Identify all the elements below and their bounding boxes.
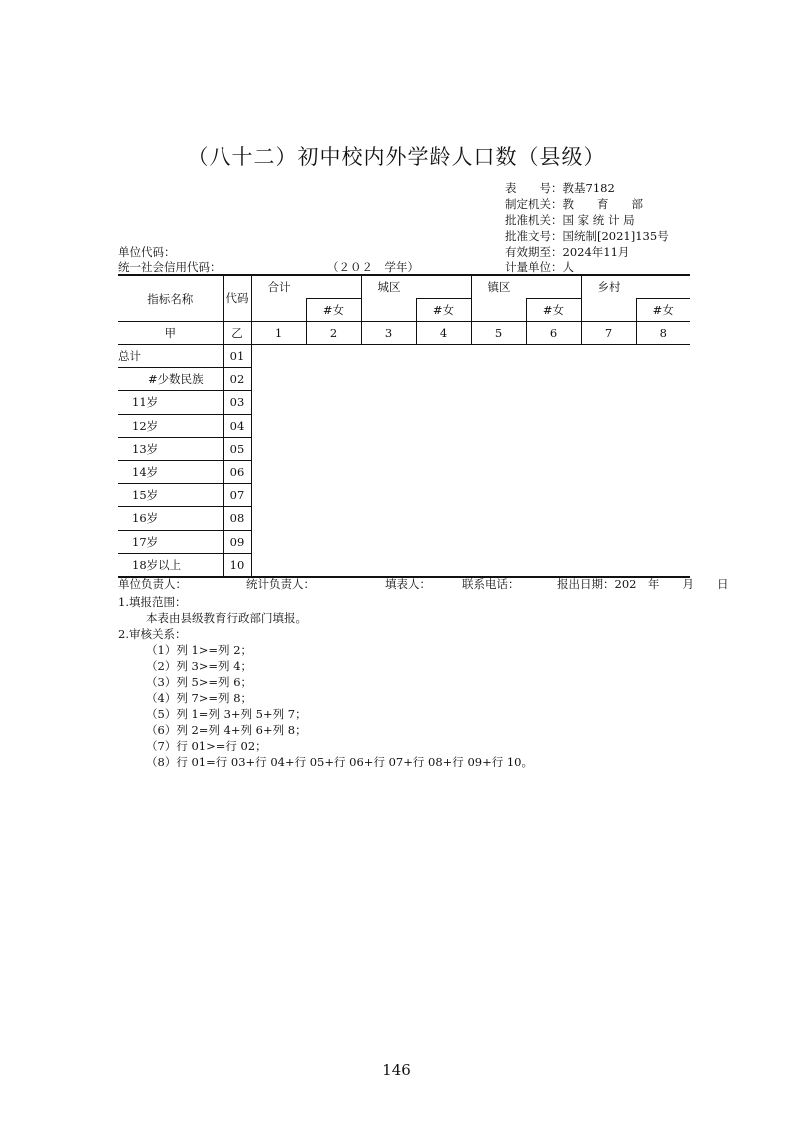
data-cell[interactable]	[361, 530, 416, 553]
index-cell: 甲	[118, 322, 223, 345]
table-row	[118, 345, 690, 368]
data-cell[interactable]	[251, 368, 306, 391]
data-cell[interactable]	[416, 414, 471, 437]
data-cell[interactable]	[471, 345, 526, 368]
data-cell[interactable]	[306, 553, 361, 577]
table-row	[118, 553, 690, 577]
data-table	[118, 274, 690, 578]
valid-until: 有效期至：2024年11月	[505, 245, 630, 259]
check-item: （1）列 1>=列 2；	[146, 643, 253, 657]
data-cell[interactable]	[526, 414, 581, 437]
row-name: 11岁	[118, 391, 223, 414]
measure-unit: 计量单位：人	[505, 260, 574, 274]
data-cell[interactable]	[471, 484, 526, 507]
data-cell[interactable]	[306, 530, 361, 553]
header-total: 合计	[251, 275, 361, 299]
check-title: 2.审核关系：	[118, 627, 187, 641]
row-code: 04	[223, 414, 251, 437]
data-cell[interactable]	[471, 368, 526, 391]
credit-code-label: 统一社会信用代码：	[118, 260, 222, 274]
data-cell[interactable]	[636, 391, 690, 414]
row-code: 05	[223, 437, 251, 460]
row-code: 06	[223, 460, 251, 483]
check-item: （5）列 1=列 3+列 5+列 7；	[146, 707, 307, 721]
check-item: （3）列 5>=列 6；	[146, 675, 253, 689]
data-cell[interactable]	[636, 484, 690, 507]
index-cell: 8	[636, 322, 690, 345]
data-cell[interactable]	[251, 553, 306, 577]
row-code: 09	[223, 530, 251, 553]
data-cell[interactable]	[416, 484, 471, 507]
data-cell[interactable]	[361, 553, 416, 577]
table-row	[118, 414, 690, 437]
data-cell[interactable]	[471, 460, 526, 483]
school-year: （２０２ 学年）	[327, 260, 419, 274]
row-name: 12岁	[118, 414, 223, 437]
data-cell[interactable]	[526, 391, 581, 414]
data-cell[interactable]	[636, 530, 690, 553]
index-cell: 3	[361, 322, 416, 345]
check-item: （2）列 3>=列 4；	[146, 659, 253, 673]
unit-code-label: 单位代码：	[118, 245, 176, 259]
row-name: 总计	[118, 345, 223, 368]
check-item: （4）列 7>=列 8；	[146, 691, 253, 705]
header-name: 指标名称	[118, 275, 223, 322]
data-cell[interactable]	[526, 507, 581, 530]
row-name: 17岁	[118, 530, 223, 553]
data-cell[interactable]	[361, 460, 416, 483]
page-number: 146	[382, 1061, 411, 1079]
header-town: 镇区	[471, 275, 581, 299]
data-cell[interactable]	[306, 484, 361, 507]
data-cell[interactable]	[306, 414, 361, 437]
data-cell[interactable]	[251, 507, 306, 530]
row-name: 15岁	[118, 484, 223, 507]
page-title: （八十二）初中校内外学龄人口数（县级）	[187, 145, 606, 169]
data-cell[interactable]	[251, 437, 306, 460]
header-female-3: #女	[526, 299, 581, 322]
table-row	[118, 507, 690, 530]
index-cell: 5	[471, 322, 526, 345]
index-cell: 4	[416, 322, 471, 345]
data-cell[interactable]	[251, 391, 306, 414]
check-item: （6）列 2=列 4+列 6+列 8；	[146, 723, 307, 737]
table-row	[118, 484, 690, 507]
header-rural: 乡村	[581, 275, 690, 299]
scope-title: 1.填报范围：	[118, 595, 187, 609]
data-cell[interactable]	[636, 507, 690, 530]
data-cell[interactable]	[581, 437, 636, 460]
data-cell[interactable]	[361, 507, 416, 530]
data-cell[interactable]	[251, 460, 306, 483]
header-urban: 城区	[361, 275, 471, 299]
data-cell[interactable]	[581, 368, 636, 391]
data-cell[interactable]	[581, 530, 636, 553]
data-cell[interactable]	[306, 460, 361, 483]
data-cell[interactable]	[581, 391, 636, 414]
data-cell[interactable]	[526, 345, 581, 368]
unit-head-label: 单位负责人：	[118, 577, 187, 591]
check-item: （7）行 01>=行 02；	[146, 739, 267, 753]
table-row	[118, 460, 690, 483]
data-cell[interactable]	[306, 391, 361, 414]
data-cell[interactable]	[526, 553, 581, 577]
row-name: 18岁以上	[118, 553, 223, 577]
data-cell[interactable]	[581, 484, 636, 507]
data-cell[interactable]	[471, 414, 526, 437]
data-cell[interactable]	[306, 368, 361, 391]
table-number: 表 号：教基7182	[505, 181, 615, 195]
data-cell[interactable]	[581, 553, 636, 577]
check-item: （8）行 01=行 03+行 04+行 05+行 06+行 07+行 08+行 09+行 10。	[146, 755, 534, 769]
data-cell[interactable]	[416, 460, 471, 483]
data-cell[interactable]	[471, 437, 526, 460]
header-code: 代码	[223, 275, 251, 322]
data-cell[interactable]	[526, 484, 581, 507]
table-row	[118, 437, 690, 460]
data-cell[interactable]	[416, 530, 471, 553]
index-cell: 7	[581, 322, 636, 345]
data-cell[interactable]	[416, 368, 471, 391]
authority: 制定机关：教 育 部	[505, 197, 643, 211]
data-cell[interactable]	[361, 368, 416, 391]
data-cell[interactable]	[581, 345, 636, 368]
row-code: 08	[223, 507, 251, 530]
index-cell: 乙	[223, 322, 251, 345]
row-code: 01	[223, 345, 251, 368]
row-code: 03	[223, 391, 251, 414]
row-name: 14岁	[118, 460, 223, 483]
data-cell[interactable]	[416, 391, 471, 414]
header-female-4: #女	[636, 299, 690, 322]
data-cell[interactable]	[251, 530, 306, 553]
data-cell[interactable]	[306, 507, 361, 530]
data-cell[interactable]	[361, 414, 416, 437]
row-code: 02	[223, 368, 251, 391]
phone-label: 联系电话：	[462, 577, 520, 591]
data-cell[interactable]	[471, 391, 526, 414]
data-cell[interactable]	[416, 553, 471, 577]
data-cell[interactable]	[636, 460, 690, 483]
data-cell[interactable]	[636, 414, 690, 437]
data-cell[interactable]	[416, 507, 471, 530]
data-cell[interactable]	[306, 345, 361, 368]
data-cell[interactable]	[581, 460, 636, 483]
data-cell[interactable]	[526, 437, 581, 460]
data-cell[interactable]	[361, 484, 416, 507]
index-cell: 2	[306, 322, 361, 345]
approval-org: 批准机关：国 家 统 计 局	[505, 213, 635, 227]
header-female-1: #女	[306, 299, 361, 322]
data-cell[interactable]	[636, 553, 690, 577]
data-cell[interactable]	[471, 530, 526, 553]
data-cell[interactable]	[416, 437, 471, 460]
data-cell[interactable]	[306, 437, 361, 460]
index-cell: 6	[526, 322, 581, 345]
data-cell[interactable]	[636, 437, 690, 460]
report-date-label: 报出日期：202 年 月 日	[557, 577, 729, 591]
approval-number: 批准文号：国统制[2021]135号	[505, 229, 669, 243]
table-row	[118, 391, 690, 414]
data-cell[interactable]	[251, 345, 306, 368]
row-name: 16岁	[118, 507, 223, 530]
data-cell[interactable]	[361, 345, 416, 368]
stats-head-label: 统计负责人：	[246, 577, 315, 591]
index-cell: 1	[251, 322, 306, 345]
data-cell[interactable]	[526, 460, 581, 483]
data-cell[interactable]	[416, 345, 471, 368]
row-code: 10	[223, 553, 251, 577]
data-cell[interactable]	[361, 391, 416, 414]
data-cell[interactable]	[471, 507, 526, 530]
table-row	[118, 530, 690, 553]
header-female-2: #女	[416, 299, 471, 322]
scope-text: 本表由县级教育行政部门填报。	[146, 611, 307, 625]
row-code: 07	[223, 484, 251, 507]
data-cell[interactable]	[251, 414, 306, 437]
row-name: #少数民族	[118, 368, 223, 391]
data-cell[interactable]	[251, 484, 306, 507]
data-cell[interactable]	[581, 507, 636, 530]
data-cell[interactable]	[361, 437, 416, 460]
data-cell[interactable]	[471, 553, 526, 577]
data-cell[interactable]	[526, 368, 581, 391]
data-cell[interactable]	[636, 345, 690, 368]
data-cell[interactable]	[636, 368, 690, 391]
data-cell[interactable]	[581, 414, 636, 437]
table-row	[118, 368, 690, 391]
row-name: 13岁	[118, 437, 223, 460]
filler-label: 填表人：	[385, 577, 431, 591]
data-cell[interactable]	[526, 530, 581, 553]
